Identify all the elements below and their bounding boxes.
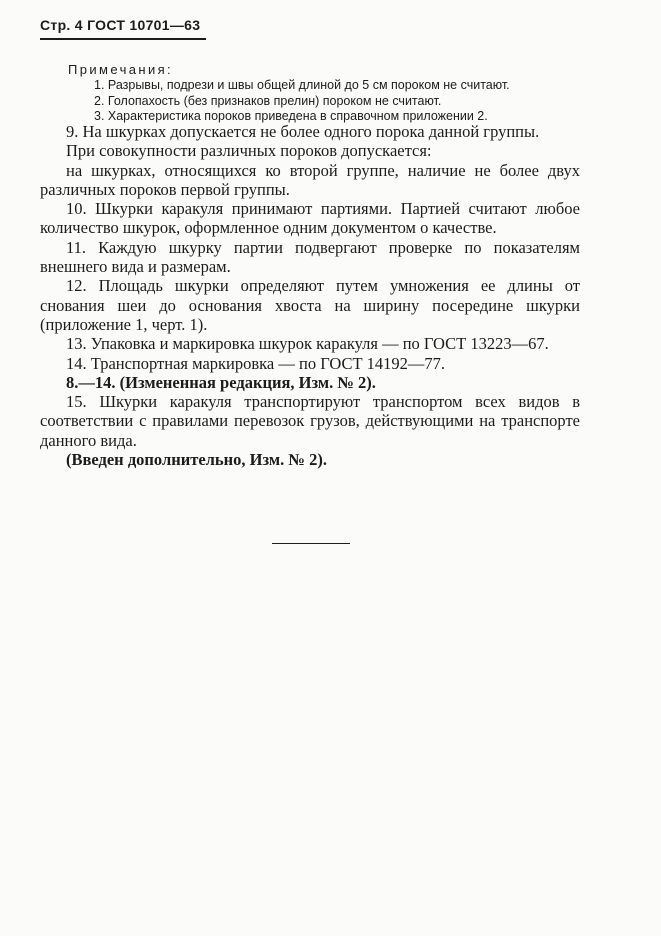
revision-note-2: (Введен дополнительно, Изм. № 2). [66, 450, 327, 470]
note-item-3: 3. Характеристика пороков приведена в справочном приложении 2. [94, 109, 488, 123]
header-rule [40, 38, 206, 40]
paragraph-second-group: на шкурках, относящихся ко второй группе, наличие не более двух различных пороков первой группы. [40, 160, 580, 199]
notes-title: Примечания: [68, 62, 174, 77]
paragraph-14: 14. Транспортная маркировка — по ГОСТ 14192—77. [66, 353, 446, 373]
paragraph-combination: При совокупности различных пороков допускается: [66, 141, 432, 161]
note-item-1: 1. Разрывы, подрези и швы общей длиной до 5 см пороком не считают. [94, 78, 510, 92]
revision-note-1: 8.—14. (Измененная редакция, Изм. № 2). [66, 372, 376, 392]
document-body [40, 122, 580, 469]
page-header: Стр. 4 ГОСТ 10701—63 [40, 17, 201, 33]
paragraph-12: 12. Площадь шкурки определяют путем умножения ее длины от снования шеи до основания хвоста на ширину посередине шкурки (приложение 1, черт. 1). [40, 276, 580, 334]
notes-block [68, 62, 588, 125]
paragraph-13: 13. Упаковка и маркировка шкурок каракуля — по ГОСТ 13223—67. [66, 334, 549, 354]
paragraph-11: 11. Каждую шкурку партии подвергают проверке по показателям внешнего вида и размерам. [40, 237, 580, 277]
note-item-2: 2. Голопахость (без признаков прелин) пороком не считают. [94, 93, 442, 108]
end-rule [272, 543, 350, 544]
paragraph-9: 9. На шкурках допускается не более одного порока данной группы. [66, 122, 540, 141]
paragraph-10: 10. Шкурки каракуля принимают партиями. Партией считают любое количество шкурок, оформленное одним документом о качестве. [40, 199, 580, 238]
paragraph-15: 15. Шкурки каракуля транспортируют транспортом всех видов в соответствии с правилами перевозок грузов, действующими на транспорте данного вида. [40, 392, 580, 450]
